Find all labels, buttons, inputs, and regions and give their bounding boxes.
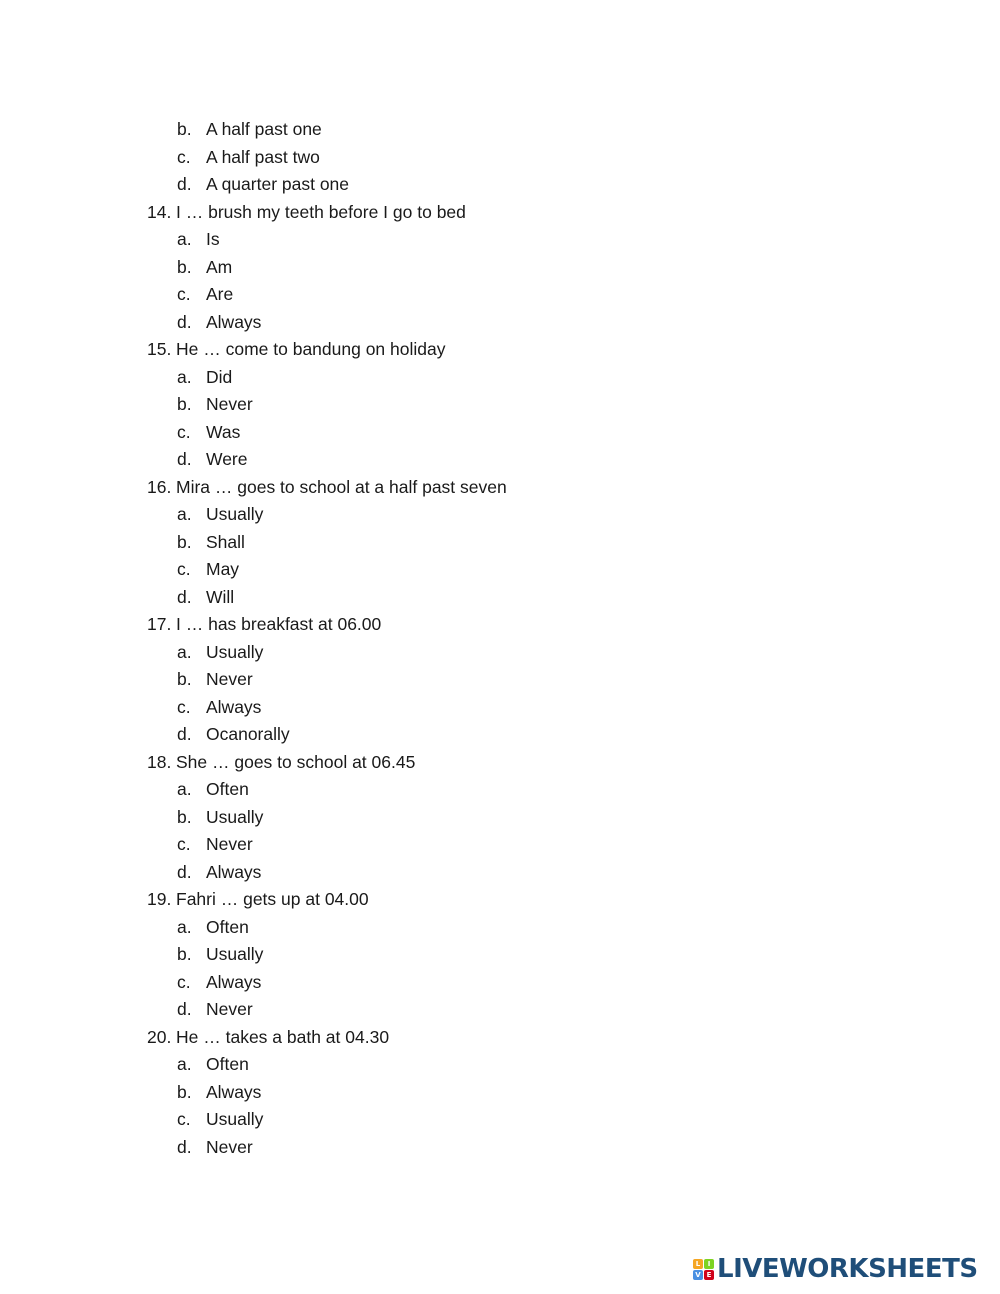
option-text: Always bbox=[206, 1081, 262, 1102]
option-letter: d. bbox=[177, 1136, 192, 1157]
option-text: Never bbox=[206, 394, 253, 414]
answer-option bbox=[0, 419, 1000, 447]
answer-option bbox=[0, 391, 1000, 419]
answer-option bbox=[0, 226, 1000, 254]
option-text: May bbox=[206, 559, 240, 579]
option-text: Are bbox=[206, 284, 234, 304]
answer-option bbox=[0, 666, 1000, 694]
option-text: Usually bbox=[206, 504, 264, 524]
answer-option bbox=[0, 529, 1000, 557]
option-letter: c. bbox=[177, 1109, 191, 1129]
option-letter: d. bbox=[177, 861, 192, 882]
answer-option bbox=[0, 1079, 1000, 1107]
option-letter: b. bbox=[177, 1081, 192, 1102]
option-text: Usually bbox=[206, 641, 264, 662]
answer-option bbox=[0, 721, 1000, 749]
option-text: A half past two bbox=[206, 146, 320, 167]
question-item bbox=[0, 749, 1000, 777]
answer-option bbox=[0, 171, 1000, 199]
option-text: Always bbox=[206, 971, 262, 992]
answer-option bbox=[0, 364, 1000, 392]
question-text: Fahri … gets up at 04.00 bbox=[176, 889, 369, 909]
option-text: A half past one bbox=[206, 119, 322, 139]
option-text: Often bbox=[206, 779, 249, 799]
question-number: 17. bbox=[147, 614, 172, 634]
option-text: A quarter past one bbox=[206, 174, 350, 194]
option-letter: c. bbox=[177, 834, 191, 854]
liveworksheets-logo bbox=[693, 1253, 978, 1285]
option-letter: c. bbox=[177, 559, 191, 579]
logo-mark-icon bbox=[693, 1259, 714, 1280]
option-text: Always bbox=[206, 861, 262, 882]
question-item bbox=[0, 1024, 1000, 1052]
answer-option bbox=[0, 639, 1000, 667]
question-text: She … goes to school at 06.45 bbox=[176, 751, 416, 772]
question-text: I … has breakfast at 06.00 bbox=[176, 614, 382, 634]
answer-option bbox=[0, 831, 1000, 859]
option-text: Did bbox=[206, 366, 233, 387]
option-text: Often bbox=[206, 1054, 249, 1074]
question-text: He … takes a bath at 04.30 bbox=[176, 1026, 390, 1047]
question-item bbox=[0, 611, 1000, 639]
answer-option bbox=[0, 446, 1000, 474]
question-item bbox=[0, 886, 1000, 914]
option-text: Was bbox=[206, 421, 241, 442]
option-text: Always bbox=[206, 311, 262, 332]
answer-option bbox=[0, 694, 1000, 722]
option-text: Never bbox=[206, 834, 253, 854]
question-number: 16. bbox=[147, 476, 172, 497]
answer-option bbox=[0, 281, 1000, 309]
worksheet-questions bbox=[0, 116, 1000, 1161]
answer-option bbox=[0, 776, 1000, 804]
answer-option bbox=[0, 941, 1000, 969]
answer-option bbox=[0, 859, 1000, 887]
answer-option bbox=[0, 501, 1000, 529]
question-text: Mira … goes to school at a half past seven bbox=[176, 476, 507, 497]
answer-option bbox=[0, 116, 1000, 144]
answer-option bbox=[0, 556, 1000, 584]
option-letter: d. bbox=[177, 724, 192, 744]
option-letter: d. bbox=[177, 586, 192, 607]
question-number: 15. bbox=[147, 339, 172, 359]
option-text: Usually bbox=[206, 944, 264, 964]
option-letter: c. bbox=[177, 421, 191, 442]
question-item bbox=[0, 199, 1000, 227]
option-letter: b. bbox=[177, 256, 192, 277]
option-letter: c. bbox=[177, 284, 191, 304]
question-number: 20. bbox=[147, 1026, 172, 1047]
option-letter: d. bbox=[177, 449, 192, 469]
option-letter: b. bbox=[177, 394, 192, 414]
option-text: Am bbox=[206, 256, 233, 277]
option-text: Always bbox=[206, 696, 262, 717]
answer-option bbox=[0, 254, 1000, 282]
answer-option bbox=[0, 804, 1000, 832]
logo-mark-letter: E bbox=[704, 1270, 714, 1280]
logo-mark-letter: V bbox=[693, 1270, 703, 1280]
option-text: Never bbox=[206, 999, 253, 1019]
answer-option bbox=[0, 584, 1000, 612]
question-text: I … brush my teeth before I go to bed bbox=[176, 201, 466, 222]
question-text: He … come to bandung on holiday bbox=[176, 339, 446, 359]
answer-option bbox=[0, 996, 1000, 1024]
option-text: Shall bbox=[206, 531, 245, 552]
option-text: Is bbox=[206, 229, 220, 249]
option-letter: b. bbox=[177, 119, 192, 139]
option-text: Will bbox=[206, 586, 235, 607]
option-letter: c. bbox=[177, 971, 191, 992]
option-letter: a. bbox=[177, 229, 192, 249]
question-number: 19. bbox=[147, 889, 172, 909]
option-text: Never bbox=[206, 669, 253, 689]
option-letter: a. bbox=[177, 366, 192, 387]
option-text: Never bbox=[206, 1136, 253, 1157]
option-text: Often bbox=[206, 916, 249, 937]
option-text: Were bbox=[206, 449, 248, 469]
answer-option bbox=[0, 309, 1000, 337]
question-number: 14. bbox=[147, 201, 172, 222]
option-letter: b. bbox=[177, 806, 192, 827]
option-letter: a. bbox=[177, 1054, 192, 1074]
answer-option bbox=[0, 144, 1000, 172]
option-letter: c. bbox=[177, 696, 191, 717]
question-number: 18. bbox=[147, 751, 172, 772]
logo-brand-text: LIVEWORKSHEETS bbox=[717, 1254, 978, 1284]
answer-option bbox=[0, 969, 1000, 997]
answer-option bbox=[0, 914, 1000, 942]
answer-option bbox=[0, 1051, 1000, 1079]
option-letter: b. bbox=[177, 669, 192, 689]
option-letter: a. bbox=[177, 916, 192, 937]
question-item bbox=[0, 336, 1000, 364]
option-letter: a. bbox=[177, 641, 192, 662]
option-text: Usually bbox=[206, 1109, 264, 1129]
option-text: Usually bbox=[206, 806, 264, 827]
option-letter: c. bbox=[177, 146, 191, 167]
option-letter: b. bbox=[177, 944, 192, 964]
logo-mark-letter: I bbox=[704, 1259, 714, 1269]
option-text: Ocanorally bbox=[206, 724, 290, 744]
logo-mark-letter: L bbox=[693, 1259, 703, 1269]
answer-option bbox=[0, 1134, 1000, 1162]
option-letter: d. bbox=[177, 174, 192, 194]
option-letter: a. bbox=[177, 504, 192, 524]
option-letter: d. bbox=[177, 999, 192, 1019]
option-letter: d. bbox=[177, 311, 192, 332]
question-item bbox=[0, 474, 1000, 502]
option-letter: b. bbox=[177, 531, 192, 552]
answer-option bbox=[0, 1106, 1000, 1134]
option-letter: a. bbox=[177, 779, 192, 799]
